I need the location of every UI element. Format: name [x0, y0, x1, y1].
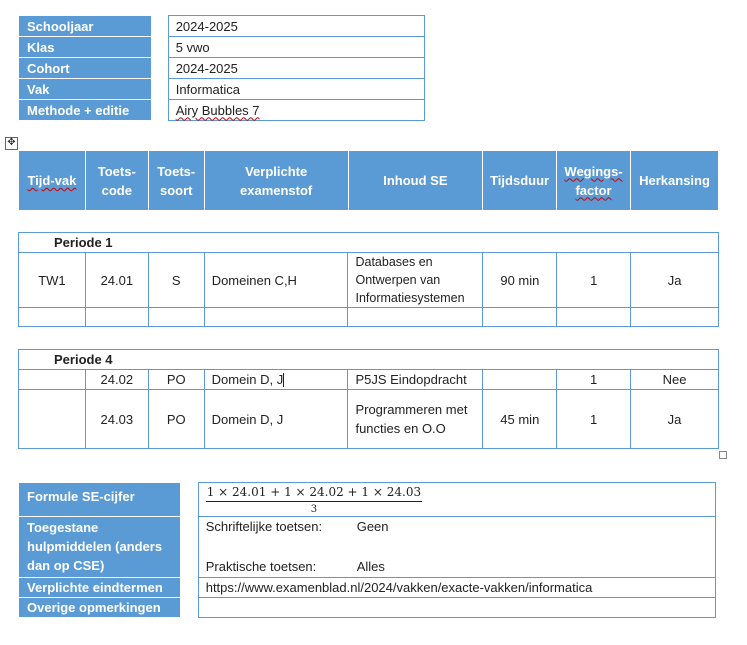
periode4-table — [18, 349, 719, 449]
hulpmiddelen-value[interactable] — [198, 517, 715, 578]
examenstof-cell[interactable] — [204, 370, 348, 390]
info-value[interactable]: 2024-2025 — [168, 58, 424, 79]
schrift-line — [206, 517, 715, 537]
col-tijdvak-label: Tijd-vak — [27, 173, 77, 188]
info-row-klas — [19, 37, 425, 58]
tijdvak-cell[interactable]: TW1 — [19, 253, 86, 308]
info-value[interactable]: 5 vwo — [168, 37, 424, 58]
overige-label: Overige opmerkingen — [19, 598, 181, 618]
info-value[interactable]: Informatica — [168, 79, 424, 100]
formule-label: Formule SE-cijfer — [19, 483, 181, 517]
toetssoort-cell[interactable]: S — [148, 253, 204, 308]
examenstof-cell[interactable]: Domeinen C,H — [204, 253, 348, 308]
tijdvak-cell[interactable] — [19, 370, 86, 390]
inhoud-cell[interactable]: Programmeren met functies en O.O — [348, 390, 483, 449]
col-inhoud — [348, 151, 483, 211]
info-label: Cohort — [19, 58, 152, 79]
prakt-value: Alles — [356, 559, 385, 574]
col-tijdsduur-label: Tijdsduur — [490, 173, 550, 188]
inhoud-cell[interactable]: P5JS Eindopdracht — [348, 370, 483, 390]
toetssoort-cell[interactable]: PO — [148, 390, 204, 449]
table-resize-handle[interactable] — [719, 451, 727, 459]
overige-value[interactable] — [198, 598, 715, 618]
formula-numerator: 1 × 24.01 + 1 × 24.02 + 1 × 24.03 — [206, 485, 422, 502]
periode4-title: Periode 4 — [19, 350, 719, 370]
info-row-schooljaar — [19, 16, 425, 37]
formule-value[interactable] — [198, 483, 715, 517]
empty-cell[interactable] — [348, 308, 483, 327]
tijdsduur-cell[interactable] — [483, 370, 557, 390]
tijdsduur-cell[interactable]: 90 min — [483, 253, 557, 308]
toets-header-table — [18, 150, 719, 211]
col-herkansing-label: Herkansing — [639, 173, 710, 188]
empty-cell[interactable] — [148, 308, 204, 327]
toetssoort-cell[interactable]: PO — [148, 370, 204, 390]
inhoud-cell[interactable]: Databases en Ontwerpen van Informatiesystemen — [348, 253, 483, 308]
col-herkansing — [631, 151, 719, 211]
formula-denominator: 3 — [310, 504, 318, 515]
info-label: Vak — [19, 79, 152, 100]
col-toetssoort-label: Toets-soort — [157, 163, 196, 198]
methode-value: Airy Bubbles 7 — [175, 102, 260, 118]
schrift-label: Schriftelijke toetsen: — [205, 519, 323, 534]
empty-cell[interactable] — [204, 308, 348, 327]
col-weging — [557, 151, 631, 211]
empty-cell[interactable] — [483, 308, 557, 327]
tijdvak-cell[interactable] — [19, 390, 86, 449]
empty-cell[interactable] — [85, 308, 148, 327]
col-weging-label: Wegings-factor — [564, 163, 623, 198]
periode1-title: Periode 1 — [19, 233, 719, 253]
info-row-cohort — [19, 58, 425, 79]
prakt-line — [206, 557, 715, 577]
info-gap — [151, 58, 168, 79]
weging-cell[interactable]: 1 — [557, 390, 631, 449]
empty-cell[interactable] — [19, 308, 86, 327]
col-toetscode — [85, 151, 148, 211]
info-label: Methode + editie — [19, 100, 152, 121]
col-examenstof — [204, 151, 348, 211]
bottom-gap — [180, 578, 198, 598]
table-row — [19, 253, 719, 308]
info-row-vak — [19, 79, 425, 100]
table-move-icon[interactable]: ✥ — [5, 137, 18, 150]
col-toetscode-label: Toets-code — [97, 163, 136, 198]
bottom-gap — [180, 517, 198, 578]
herkansing-cell[interactable]: Ja — [631, 253, 719, 308]
bottom-gap — [180, 598, 198, 618]
col-toetssoort — [148, 151, 204, 211]
info-gap — [151, 16, 168, 37]
weging-cell[interactable]: 1 — [557, 253, 631, 308]
info-gap — [151, 37, 168, 58]
text-cursor — [283, 373, 284, 387]
periode1-table — [18, 232, 719, 327]
info-table — [18, 15, 425, 121]
tijdsduur-cell[interactable]: 45 min — [483, 390, 557, 449]
examenstof-text: Domein D, J — [211, 371, 284, 387]
hulpmiddelen-label: Toegestane hulpmiddelen (anders dan op CSE) — [19, 517, 181, 578]
spacer — [206, 537, 715, 557]
col-inhoud-label: Inhoud SE — [383, 173, 448, 188]
col-examenstof-label: Verplichte examenstof — [240, 163, 313, 198]
info-value[interactable]: 2024-2025 — [168, 16, 424, 37]
empty-cell[interactable] — [631, 308, 719, 327]
info-row-methode — [19, 100, 425, 121]
info-label: Schooljaar — [19, 16, 152, 37]
formula-fraction — [206, 485, 422, 515]
formule-table — [18, 482, 716, 618]
herkansing-cell[interactable]: Nee — [631, 370, 719, 390]
empty-cell[interactable] — [557, 308, 631, 327]
schrift-value: Geen — [356, 519, 389, 534]
col-tijdsduur — [483, 151, 557, 211]
info-gap — [151, 100, 168, 121]
herkansing-cell[interactable]: Ja — [631, 390, 719, 449]
toetscode-cell[interactable]: 24.03 — [85, 390, 148, 449]
bottom-gap — [180, 483, 198, 517]
table-row — [19, 390, 719, 449]
info-gap — [151, 79, 168, 100]
weging-cell[interactable]: 1 — [557, 370, 631, 390]
eindtermen-value[interactable]: https://www.examenblad.nl/2024/vakken/exacte-vakken/informatica — [198, 578, 715, 598]
toetscode-cell[interactable]: 24.02 — [85, 370, 148, 390]
prakt-label: Praktische toetsen: — [205, 559, 317, 574]
toetscode-cell[interactable]: 24.01 — [85, 253, 148, 308]
info-label: Klas — [19, 37, 152, 58]
table-row — [19, 370, 719, 390]
table-row-empty — [19, 308, 719, 327]
col-tijdvak — [19, 151, 86, 211]
examenstof-cell[interactable]: Domein D, J — [204, 390, 348, 449]
eindtermen-label: Verplichte eindtermen — [19, 578, 181, 598]
info-value[interactable] — [168, 100, 424, 121]
